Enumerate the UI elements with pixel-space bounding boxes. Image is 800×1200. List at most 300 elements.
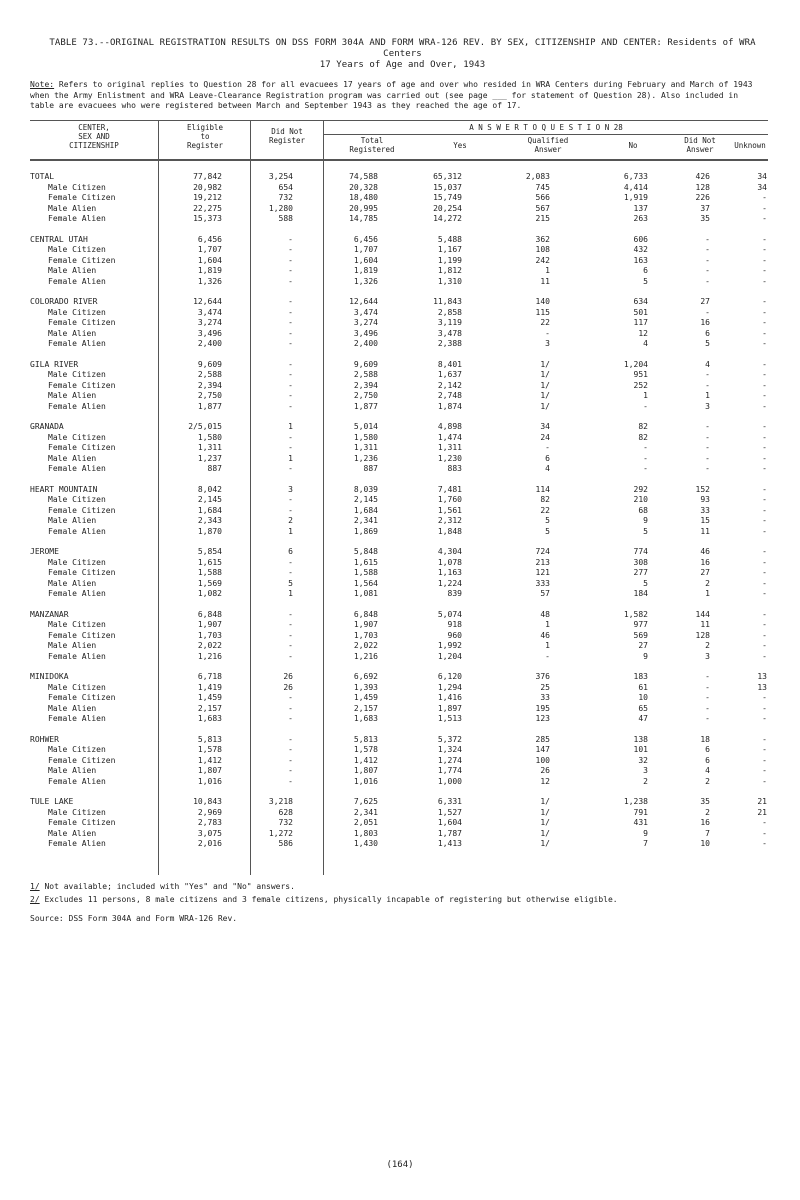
table-row	[30, 464, 768, 475]
table-row	[30, 516, 768, 527]
table-cell: 1,870	[197, 526, 222, 536]
table-cell: 3,274	[353, 318, 378, 327]
table-cell: 1,082	[197, 589, 222, 598]
table-cell: 1,430	[353, 839, 378, 848]
table-cell: -	[762, 589, 767, 598]
row-label: Female Citizen	[48, 255, 116, 265]
table-row	[30, 839, 768, 850]
table-cell: -	[288, 370, 293, 379]
table-cell: 16	[700, 318, 710, 327]
row-label: TOTAL	[30, 172, 55, 181]
center-group	[30, 422, 768, 475]
table-cell: 745	[535, 182, 550, 192]
table-row-center-total	[30, 422, 768, 433]
table-cell: 252	[633, 380, 648, 390]
table-cell: 22,275	[193, 203, 222, 213]
table-cell: 46	[700, 547, 710, 556]
table-cell: 6,733	[623, 172, 648, 181]
table-cell: 1,393	[353, 682, 378, 692]
row-label: Female Citizen	[48, 318, 116, 327]
table-cell: 7,481	[437, 484, 462, 494]
table-cell: 108	[535, 245, 550, 254]
table-cell: -	[762, 484, 767, 494]
header-dnr-line2: Register	[268, 136, 306, 145]
table-row	[30, 318, 768, 329]
table-cell: 1/	[540, 839, 550, 848]
table-row	[30, 745, 768, 756]
table-cell: -	[762, 526, 767, 536]
table-cell: 1,684	[197, 505, 222, 515]
table-cell: 26	[283, 682, 293, 692]
table-cell: 2	[705, 807, 710, 817]
table-cell: 1,237	[197, 453, 222, 463]
table-cell: -	[762, 495, 767, 504]
table-cell: -	[705, 245, 710, 254]
table-cell: 114	[535, 484, 550, 494]
table-cell: 14,785	[349, 214, 378, 223]
row-label: GRANADA	[30, 422, 64, 431]
table-cell: 2	[705, 776, 710, 786]
table-cell: -	[762, 776, 767, 786]
answer-divider	[324, 134, 768, 135]
table-cell: 33	[540, 693, 550, 702]
table-cell: 1	[643, 391, 648, 400]
table-cell: 1,326	[197, 276, 222, 286]
table-cell: 6	[545, 453, 550, 463]
table-cell: -	[762, 734, 767, 744]
table-cell: -	[762, 297, 767, 306]
table-cell: -	[288, 714, 293, 723]
table-cell: -	[643, 401, 648, 411]
row-label: Male Citizen	[48, 245, 106, 254]
table-cell: 242	[535, 255, 550, 265]
table-cell: -	[762, 557, 767, 567]
table-cell: -	[762, 547, 767, 556]
table-cell: 12	[638, 328, 648, 338]
table-cell: 1,310	[437, 276, 462, 286]
table-cell: -	[288, 609, 293, 619]
table-cell: 5	[545, 516, 550, 525]
table-cell: -	[288, 234, 293, 244]
table-cell: 1,578	[353, 745, 378, 754]
table-cell: -	[705, 672, 710, 681]
table-cell: -	[288, 495, 293, 504]
table-cell: 12,644	[193, 297, 222, 306]
table-row-center-total	[30, 672, 768, 683]
row-label: Female Alien	[48, 276, 106, 286]
row-label: Female Citizen	[48, 193, 116, 202]
table-cell: 4	[705, 766, 710, 775]
table-cell: -	[762, 328, 767, 338]
table-cell: -	[288, 630, 293, 640]
table-cell: 1,897	[437, 703, 462, 713]
table-row	[30, 589, 768, 600]
table-cell: 1,416	[437, 693, 462, 702]
table-cell: 10	[700, 839, 710, 848]
table-cell: 2	[643, 776, 648, 786]
table-cell: 101	[633, 745, 648, 754]
row-label: Male Alien	[48, 578, 97, 588]
table-cell: -	[288, 297, 293, 306]
table-cell: 5	[545, 526, 550, 536]
row-label: Female Citizen	[48, 818, 116, 827]
table-cell: 27	[700, 568, 710, 577]
table-cell: 277	[633, 568, 648, 577]
table-cell: 183	[633, 672, 648, 681]
column-divider	[158, 120, 159, 875]
row-label: Male Alien	[48, 203, 97, 213]
table-cell: -	[705, 682, 710, 692]
row-label: Female Alien	[48, 339, 106, 348]
table-cell: 25	[540, 682, 550, 692]
table-cell: 2,145	[197, 495, 222, 504]
table-cell: 3	[643, 766, 648, 775]
table-cell: -	[545, 443, 550, 452]
table-cell: 1,419	[197, 682, 222, 692]
table-cell: -	[762, 370, 767, 379]
table-cell: -	[762, 828, 767, 838]
table-cell: -	[762, 214, 767, 223]
row-label: Female Alien	[48, 526, 106, 536]
table-row	[30, 631, 768, 642]
header-eligible-line1: Eligible	[186, 123, 224, 132]
table-cell: -	[705, 453, 710, 463]
table-cell: -	[288, 505, 293, 515]
table-cell: 1,819	[353, 266, 378, 275]
table-cell: 1,569	[197, 578, 222, 588]
table-row	[30, 693, 768, 704]
row-label: Female Alien	[48, 589, 106, 598]
table-cell: 1,204	[437, 651, 462, 661]
table-cell: 82	[638, 422, 648, 431]
table-cell: 2,783	[197, 818, 222, 827]
table-row	[30, 308, 768, 319]
center-group	[30, 672, 768, 725]
header-did-not-register	[252, 127, 322, 145]
header-dna-line1: Did Not	[684, 136, 716, 145]
table-cell: 1,807	[197, 766, 222, 775]
table-cell: 138	[633, 734, 648, 744]
table-cell: 137	[633, 203, 648, 213]
table-cell: 1,413	[437, 839, 462, 848]
table-cell: 100	[535, 755, 550, 765]
center-group	[30, 735, 768, 788]
table-cell: -	[762, 432, 767, 442]
table-cell: 1,016	[197, 776, 222, 786]
table-cell: 65	[638, 703, 648, 713]
table-cell: 1/	[540, 359, 550, 369]
table-row	[30, 245, 768, 256]
row-label: Male Citizen	[48, 745, 106, 754]
table-cell: -	[762, 443, 767, 452]
table-cell: 2,343	[197, 516, 222, 525]
table-cell: 606	[633, 234, 648, 244]
row-label: HEART MOUNTAIN	[30, 484, 98, 494]
table-cell: 5,848	[353, 547, 378, 556]
center-group	[30, 172, 768, 225]
table-cell: 1	[288, 526, 293, 536]
table-cell: 1,474	[437, 432, 462, 442]
table-cell: 47	[638, 714, 648, 723]
row-label: Female Alien	[48, 839, 106, 848]
table-cell: 14,272	[433, 214, 462, 223]
table-cell: -	[705, 714, 710, 723]
table-row	[30, 568, 768, 579]
table-cell: 22	[540, 505, 550, 515]
table-cell: 152	[695, 484, 710, 494]
column-divider	[250, 120, 251, 875]
table-cell: 654	[278, 182, 293, 192]
row-label: MANZANAR	[30, 609, 69, 619]
table-cell: 1	[705, 589, 710, 598]
table-cell: 839	[447, 589, 462, 598]
table-cell: 1,238	[623, 797, 648, 806]
header-did-not-answer	[670, 136, 730, 154]
table-row	[30, 829, 768, 840]
table-cell: -	[762, 391, 767, 400]
table-cell: 2,858	[437, 307, 462, 317]
table-row	[30, 339, 768, 350]
table-cell: 1,683	[197, 714, 222, 723]
table-cell: 35	[700, 797, 710, 806]
table-cell: 1,907	[353, 620, 378, 629]
table-cell: 1,513	[437, 714, 462, 723]
table-cell: 11	[540, 276, 550, 286]
table-cell: -	[705, 464, 710, 473]
footnote-1	[30, 880, 770, 893]
table-cell: 1,637	[437, 370, 462, 379]
table-cell: 1,874	[437, 401, 462, 411]
row-label: Female Citizen	[48, 568, 116, 577]
table-cell: -	[705, 266, 710, 275]
table-cell: 774	[633, 547, 648, 556]
table-cell: -	[288, 339, 293, 348]
table-cell: 15,037	[433, 182, 462, 192]
table-row	[30, 402, 768, 413]
table-cell: 1	[545, 641, 550, 650]
table-row-center-total	[30, 610, 768, 621]
table-cell: -	[762, 453, 767, 463]
header-answer-to-question: A N S W E R T O Q U E S T I O N 28	[469, 123, 623, 132]
table-cell: 724	[535, 547, 550, 556]
table-cell: 628	[278, 807, 293, 817]
table-cell: 2,022	[353, 641, 378, 650]
row-label: Male Alien	[48, 828, 97, 838]
center-group	[30, 485, 768, 538]
table-title	[30, 38, 775, 71]
table-cell: 82	[638, 432, 648, 442]
table-cell: 20,328	[349, 182, 378, 192]
table-cell: -	[643, 453, 648, 463]
table-cell: 46	[540, 630, 550, 640]
table-cell: 5	[643, 526, 648, 536]
table-cell: 9	[643, 828, 648, 838]
table-cell: 65,312	[433, 172, 462, 181]
row-label: Male Citizen	[48, 620, 106, 629]
note-label: Note:	[30, 80, 55, 89]
table-cell: 1,615	[197, 557, 222, 567]
center-group	[30, 610, 768, 663]
table-cell: -	[705, 307, 710, 317]
table-cell: 6,848	[353, 609, 378, 619]
table-cell: 144	[695, 609, 710, 619]
table-cell: -	[762, 193, 767, 202]
table-cell: -	[762, 422, 767, 431]
table-cell: 117	[633, 318, 648, 327]
table-cell: 20,995	[349, 203, 378, 213]
table-cell: 15,749	[433, 193, 462, 202]
header-center-line1: CENTER,	[78, 123, 110, 132]
table-row	[30, 495, 768, 506]
table-cell: 2,312	[437, 516, 462, 525]
header-center-line2: SEX AND	[78, 132, 110, 141]
table-cell: 1,807	[353, 766, 378, 775]
table-row-center-total	[30, 360, 768, 371]
table-cell: 1,578	[197, 745, 222, 754]
table-cell: -	[288, 276, 293, 286]
table-cell: 2	[288, 516, 293, 525]
footnote-2	[30, 893, 770, 906]
table-cell: 18	[700, 734, 710, 744]
table-cell: 121	[535, 568, 550, 577]
table-cell: 501	[633, 307, 648, 317]
table-cell: 5,488	[437, 234, 462, 244]
table-cell: 21	[757, 807, 767, 817]
table-cell: -	[762, 714, 767, 723]
table-cell: 6,331	[437, 797, 462, 806]
table-cell: 32	[638, 755, 648, 765]
table-cell: 1,000	[437, 776, 462, 786]
table-cell: -	[705, 693, 710, 702]
footnote-2-text: Excludes 11 persons, 8 male citizens and 3 female citizens, physically incapable of registering but otherwise eligible.	[44, 895, 618, 904]
table-cell: -	[288, 318, 293, 327]
table-cell: 2	[705, 578, 710, 588]
table-cell: 7,625	[353, 797, 378, 806]
table-cell: 1,412	[353, 755, 378, 765]
table-cell: 15	[700, 516, 710, 525]
table-cell: 2,588	[353, 370, 378, 379]
table-cell: 263	[633, 214, 648, 223]
table-cell: 1,311	[353, 443, 378, 452]
table-body	[30, 162, 768, 850]
table-cell: 5	[705, 339, 710, 348]
table-cell: 20,254	[433, 203, 462, 213]
table-row	[30, 454, 768, 465]
table-cell: 1,216	[353, 651, 378, 661]
table-cell: 2/5,015	[188, 422, 222, 431]
table-cell: -	[288, 651, 293, 661]
table-cell: -	[762, 359, 767, 369]
table-cell: -	[705, 703, 710, 713]
row-label: Male Citizen	[48, 495, 106, 504]
table-cell: 1	[545, 620, 550, 629]
table-cell: 128	[695, 182, 710, 192]
table-cell: 5,854	[197, 547, 222, 556]
table-cell: -	[288, 391, 293, 400]
table-row	[30, 443, 768, 454]
table-row	[30, 370, 768, 381]
table-cell: 6,120	[437, 672, 462, 681]
table-cell: 1,588	[197, 568, 222, 577]
table-cell: 1,582	[623, 609, 648, 619]
table-cell: 566	[535, 193, 550, 202]
table-cell: 2,394	[197, 380, 222, 390]
table-cell: -	[288, 266, 293, 275]
footnote-2-mark: 2/	[30, 895, 40, 904]
table-cell: -	[762, 203, 767, 213]
table-cell: 1,412	[197, 755, 222, 765]
table-cell: -	[288, 307, 293, 317]
title-line-1: TABLE 73.--ORIGINAL REGISTRATION RESULTS ON DSS FORM 304A AND FORM WRA-126 REV. BY SEX, CITIZENSHIP AND CENTER: Residents of WRA Centers	[49, 38, 756, 59]
table-cell: 1,803	[353, 828, 378, 838]
center-group	[30, 360, 768, 413]
table-cell: 6	[705, 328, 710, 338]
footnote-1-mark: 1/	[30, 882, 40, 891]
table-row	[30, 506, 768, 517]
table-cell: 1,564	[353, 578, 378, 588]
table-cell: -	[762, 578, 767, 588]
table-cell: 4,414	[623, 182, 648, 192]
table-cell: 1,760	[437, 495, 462, 504]
table-row	[30, 204, 768, 215]
table-cell: 61	[638, 682, 648, 692]
table-cell: 1,992	[437, 641, 462, 650]
table-cell: 2,388	[437, 339, 462, 348]
table-cell: 2,016	[197, 839, 222, 848]
table-cell: -	[705, 234, 710, 244]
header-total-line2: Registered	[349, 145, 395, 154]
table-cell: 1,561	[437, 505, 462, 515]
table-cell: 1,812	[437, 266, 462, 275]
table-cell: 1,580	[197, 432, 222, 442]
table-cell: -	[288, 703, 293, 713]
header-yes: Yes	[453, 141, 467, 150]
row-label: Female Citizen	[48, 505, 116, 515]
table-cell: 5,813	[353, 734, 378, 744]
table-cell: -	[288, 755, 293, 765]
table-cell: 732	[278, 818, 293, 827]
table-cell: 1,703	[353, 630, 378, 640]
table-row-center-total	[30, 735, 768, 746]
table-cell: 34	[757, 172, 767, 181]
table-cell: 3	[705, 401, 710, 411]
header-total-line1: Total	[360, 136, 384, 145]
row-label: Male Citizen	[48, 370, 106, 379]
table-cell: -	[762, 818, 767, 827]
row-label: Male Citizen	[48, 432, 106, 442]
table-cell: 6	[643, 266, 648, 275]
table-cell: 960	[447, 630, 462, 640]
table-cell: 8,042	[197, 484, 222, 494]
row-label: Male Citizen	[48, 682, 106, 692]
table-cell: 5,813	[197, 734, 222, 744]
row-label: Female Citizen	[48, 380, 116, 390]
header-dna-line2: Answer	[686, 145, 714, 154]
table-cell: -	[762, 266, 767, 275]
table-cell: 2,083	[525, 172, 550, 181]
table-row	[30, 620, 768, 631]
table-cell: 1,787	[437, 828, 462, 838]
row-label: Female Alien	[48, 714, 106, 723]
table-row	[30, 558, 768, 569]
table-cell: 2,969	[197, 807, 222, 817]
table-cell: 184	[633, 589, 648, 598]
table-cell: 3,254	[268, 172, 293, 181]
table-cell: -	[288, 776, 293, 786]
table-cell: 1,774	[437, 766, 462, 775]
table-cell: 4	[705, 359, 710, 369]
table-cell: 115	[535, 307, 550, 317]
